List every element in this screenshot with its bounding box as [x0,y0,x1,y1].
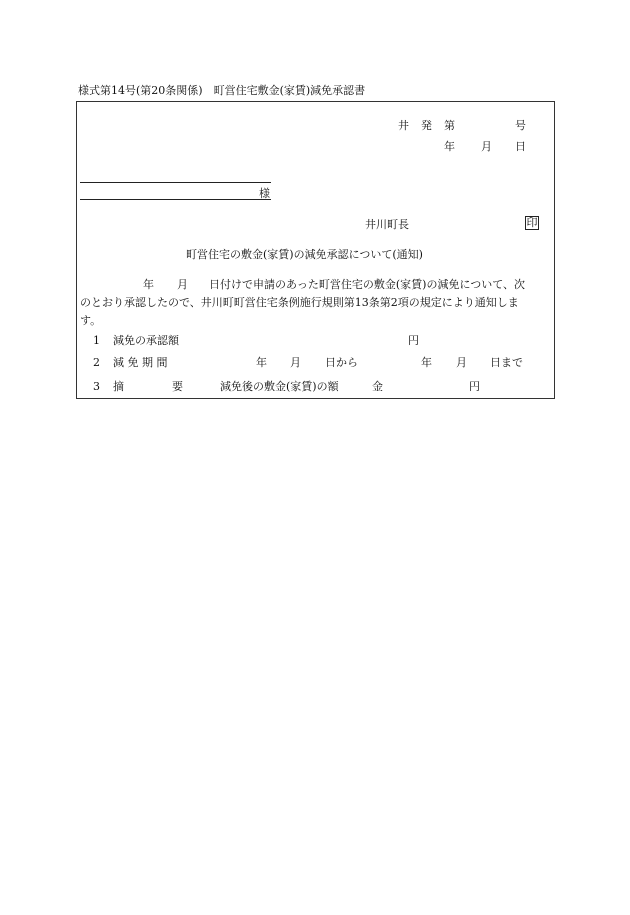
sender-name: 井川町長 [365,218,409,231]
item-2-to-month: 月 [456,356,467,369]
body-month-label: 月 [177,278,188,291]
issuer-prefix: 井 [398,119,409,132]
item-3-description: 減免後の敷金(家賃)の額 [220,380,339,393]
item-2-label: 減 免 期 間 [113,356,168,369]
item-2-number: 2 [93,356,100,369]
item-3-kin: 金 [372,380,383,393]
go-label: 号 [515,119,526,132]
seal-stamp: 印 [526,216,538,229]
item-2-to-day: 日まで [490,356,523,369]
date-year-label: 年 [444,140,455,153]
item-3-yen: 円 [469,380,480,393]
body-line-3: す。 [80,314,102,327]
item-2-from-month: 月 [290,356,301,369]
item-1-yen: 円 [408,334,419,347]
item-2-from-year: 年 [256,356,267,369]
date-month-label: 月 [481,140,492,153]
item-2-from-day: 日から [325,356,358,369]
recipient-honorific: 様 [259,187,270,200]
recipient-line-1 [80,182,271,183]
body-year-label: 年 [143,278,154,291]
date-day-label: 日 [515,140,526,153]
dai-label: 第 [444,119,455,132]
form-title: 様式第14号(第20条関係) 町営住宅敷金(家賃)減免承認書 [78,84,366,97]
item-1-label: 減免の承認額 [113,334,179,347]
hatsu-label: 発 [421,119,432,132]
item-3-number: 3 [93,380,100,393]
notice-subject: 町営住宅の敷金(家賃)の減免承認について(通知) [186,248,423,261]
body-line-2: のとおり承認したので、井川町町営住宅条例施行規則第13条第2項の規定により通知しま [80,296,519,309]
item-2-to-year: 年 [421,356,432,369]
item-3-label-a: 摘 [113,380,124,393]
item-3-label-b: 要 [172,380,183,393]
recipient-line-2 [80,199,271,200]
body-line-1: 日付けで申請のあった町営住宅の敷金(家賃)の減免について、次 [209,278,526,291]
item-1-number: 1 [93,334,100,347]
